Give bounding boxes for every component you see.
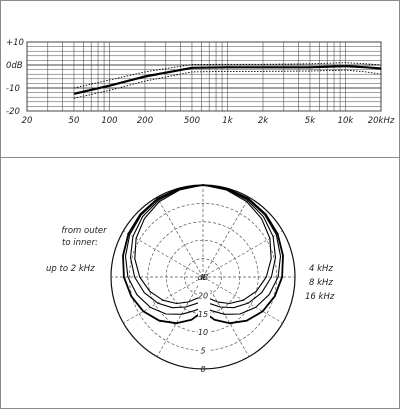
y-tick-label: -10 <box>6 84 20 94</box>
y-tick-label: 0dB <box>6 61 23 71</box>
x-tick-label: 20 <box>21 116 33 126</box>
annotation-8khz: 8 kHz <box>309 278 333 288</box>
x-tick-label: 100 <box>101 116 118 126</box>
polar-spoke <box>157 197 203 277</box>
y-tick-label: -20 <box>6 107 20 117</box>
radial-tick-label: 5 <box>200 346 206 356</box>
annotation-to-inner: to inner: <box>62 238 98 248</box>
radial-tick-label: 0 <box>200 365 206 374</box>
radial-tick-label: 15 <box>197 309 209 319</box>
polar-spoke <box>203 197 249 277</box>
x-tick-label: 10k <box>337 116 354 126</box>
x-tick-label: 1k <box>222 116 233 126</box>
x-tick-label: 2k <box>257 116 269 126</box>
radial-tick-label: dB <box>197 273 209 282</box>
annotation-up-to-2khz: up to 2 kHz <box>46 264 95 274</box>
x-tick-label: 50 <box>68 116 80 126</box>
y-tick-label: +10 <box>6 38 24 48</box>
x-tick-label: 5k <box>304 116 316 126</box>
annotation-16khz: 16 kHz <box>305 292 335 302</box>
radial-tick-label: 20 <box>197 291 209 301</box>
x-tick-label: 500 <box>183 116 201 126</box>
x-tick-label: 200 <box>136 116 154 126</box>
x-tick-label: 20kHz <box>367 116 395 126</box>
annotation-4khz: 4 kHz <box>309 264 333 274</box>
annotation-from-outer: from outer <box>61 226 107 236</box>
radial-tick-label: 10 <box>197 328 209 338</box>
